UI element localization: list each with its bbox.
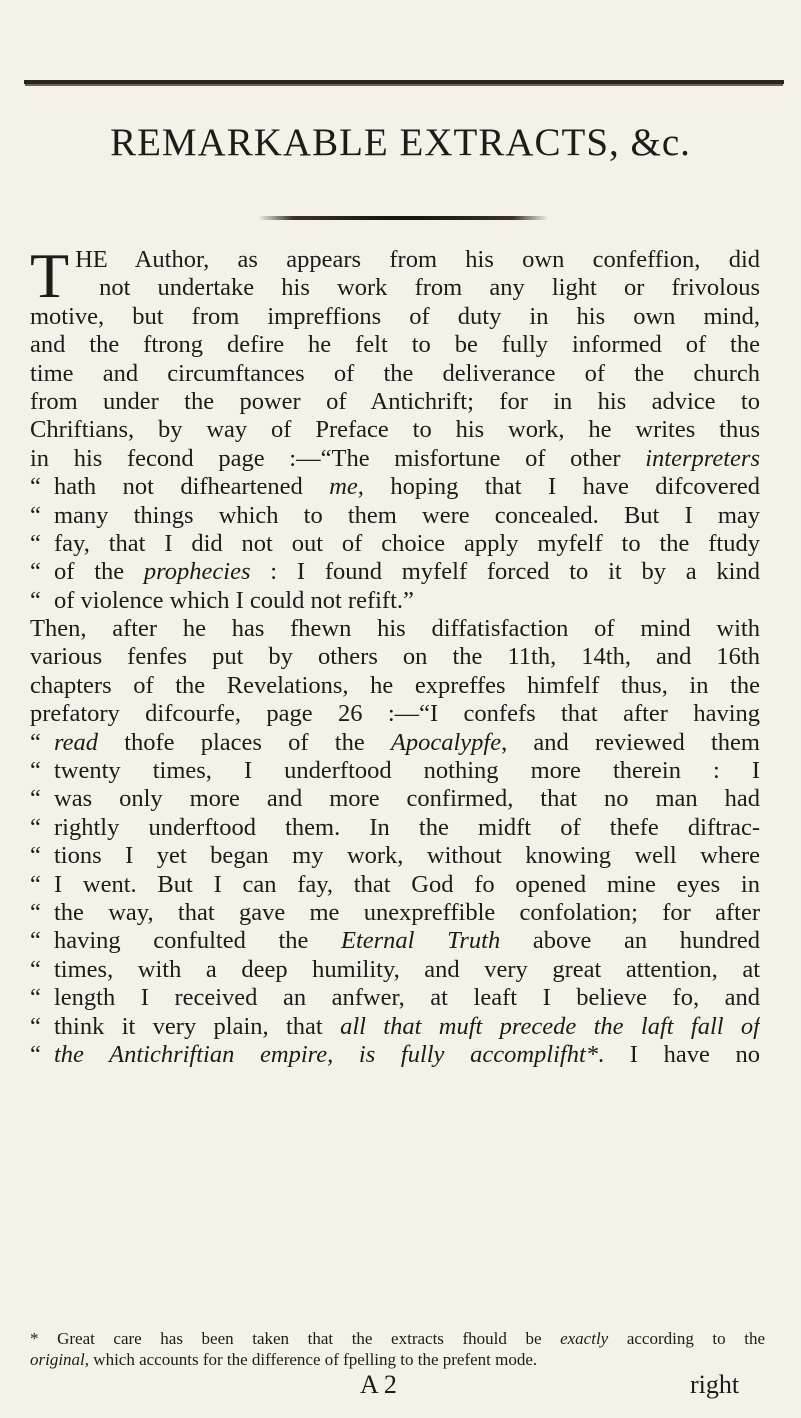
line-text: rightly underftood them. In the midft of thefe diftrac- bbox=[54, 813, 760, 841]
text-line bbox=[30, 700, 760, 728]
ornamental-rule bbox=[258, 216, 548, 220]
line-text: and the ftrong defire he felt to be fully informed of the bbox=[30, 331, 760, 359]
text-line bbox=[30, 757, 760, 785]
line-text: time and circumftances of the deliverance of the church bbox=[30, 359, 760, 387]
line-text: Chriftians, by way of Preface to his work, he writes thus bbox=[30, 416, 760, 444]
quote-mark: “ bbox=[30, 586, 41, 614]
text-line bbox=[30, 927, 760, 955]
quote-mark: “ bbox=[30, 785, 41, 813]
text-line bbox=[30, 473, 760, 501]
line-text: was only more and more confirmed, that no man had bbox=[54, 785, 760, 813]
text-line bbox=[30, 615, 760, 643]
text-line bbox=[30, 331, 760, 359]
top-rule bbox=[24, 80, 784, 84]
line-text: tions I yet began my work, without knowing well where bbox=[54, 842, 760, 870]
line-text: Then, after he has fhewn his diffatisfaction of mind with bbox=[30, 615, 760, 643]
quote-mark: “ bbox=[30, 870, 41, 898]
quote-mark: “ bbox=[30, 728, 41, 756]
line-text: having confulted the Eternal Truth above an hundred bbox=[54, 927, 760, 955]
drop-cap: T bbox=[30, 240, 70, 311]
line-text: length I received an anfwer, at leaft I believe fo, and bbox=[54, 984, 760, 1012]
line-text: HE Author, as appears from his own confeffion, did bbox=[75, 246, 760, 273]
line-text: the Antichriftian empire, is fully accomplifht*. I have no bbox=[54, 1040, 760, 1068]
line-text: many things which to them were concealed. But I may bbox=[54, 501, 760, 529]
page-title: REMARKABLE EXTRACTS, &c. bbox=[110, 121, 691, 164]
quote-mark: “ bbox=[30, 898, 41, 926]
text-line bbox=[30, 1041, 760, 1069]
text-line bbox=[30, 502, 760, 530]
line-text: various fenfes put by others on the 11th, 14th, and 16th bbox=[30, 643, 760, 671]
quote-mark: “ bbox=[30, 842, 41, 870]
line-text: fay, that I did not out of choice apply myfelf to the ftudy bbox=[54, 529, 760, 557]
quote-mark: “ bbox=[30, 757, 41, 785]
quote-mark: “ bbox=[30, 529, 41, 557]
line-text: from under the power of Antichrift; for in his advice to bbox=[30, 387, 760, 415]
text-line bbox=[30, 871, 760, 899]
quote-mark: “ bbox=[30, 473, 41, 501]
text-line bbox=[30, 587, 760, 615]
line-text: chapters of the Revelations, he expreffes himfelf thus, in the bbox=[30, 671, 760, 699]
quote-mark: “ bbox=[30, 558, 41, 586]
text-line bbox=[30, 1013, 760, 1041]
text-line bbox=[30, 445, 760, 473]
line-text: twenty times, I underftood nothing more therein : I bbox=[54, 757, 760, 785]
text-line bbox=[30, 643, 760, 671]
text-line bbox=[30, 729, 760, 757]
text-line bbox=[30, 303, 760, 331]
text-line bbox=[30, 558, 760, 586]
signature-mark: A 2 bbox=[360, 1370, 397, 1399]
text-line bbox=[30, 842, 760, 870]
quote-mark: “ bbox=[30, 927, 41, 955]
text-line bbox=[75, 246, 760, 274]
text-line bbox=[30, 814, 760, 842]
text-line bbox=[30, 416, 760, 444]
text-line bbox=[30, 984, 760, 1012]
text-line bbox=[30, 388, 760, 416]
line-text: prefatory difcourfe, page 26 :—“I confefs that after having bbox=[30, 700, 760, 728]
line-text: in his fecond page :—“The misfortune of other interpreters bbox=[30, 444, 760, 472]
quote-mark: “ bbox=[30, 1012, 41, 1040]
line-text: of violence which I could not refift.” bbox=[54, 586, 414, 614]
quote-mark: “ bbox=[30, 813, 41, 841]
quote-mark: “ bbox=[30, 984, 41, 1012]
quote-mark: “ bbox=[30, 501, 41, 529]
line-text: think it very plain, that all that muft precede the laft fall of bbox=[54, 1012, 760, 1040]
text-line bbox=[30, 785, 760, 813]
line-text: the way, that gave me unexpreffible confolation; for after bbox=[54, 898, 760, 926]
catchword: right bbox=[690, 1370, 740, 1399]
text-line bbox=[30, 899, 760, 927]
text-line bbox=[30, 530, 760, 558]
footnote bbox=[30, 1328, 765, 1370]
line-text: hath not difheartened me, hoping that I have difcovered bbox=[54, 473, 760, 501]
line-text: not undertake his work from any light or frivolous bbox=[99, 274, 760, 302]
quote-mark: “ bbox=[30, 955, 41, 983]
text-line bbox=[30, 956, 760, 984]
footnote-line: original, which accounts for the difference of fpelling to the prefent mode. bbox=[30, 1350, 538, 1369]
quote-mark: “ bbox=[30, 1040, 41, 1068]
line-text: of the prophecies : I found myfelf forced to it by a kind bbox=[54, 558, 760, 586]
line-text: read thofe places of the Apocalypfe, and reviewed them bbox=[54, 728, 760, 756]
line-text: motive, but from impreffions of duty in his own mind, bbox=[30, 302, 760, 330]
line-text: times, with a deep humility, and very great attention, at bbox=[54, 955, 760, 983]
text-line bbox=[30, 360, 760, 388]
text-line bbox=[75, 274, 760, 302]
body-text bbox=[30, 240, 760, 1069]
text-line bbox=[30, 672, 760, 700]
footnote-line: * Great care has been taken that the extracts fhould be exactly according to the bbox=[30, 1329, 765, 1348]
line-text: I went. But I can fay, that God fo opened mine eyes in bbox=[54, 870, 760, 898]
